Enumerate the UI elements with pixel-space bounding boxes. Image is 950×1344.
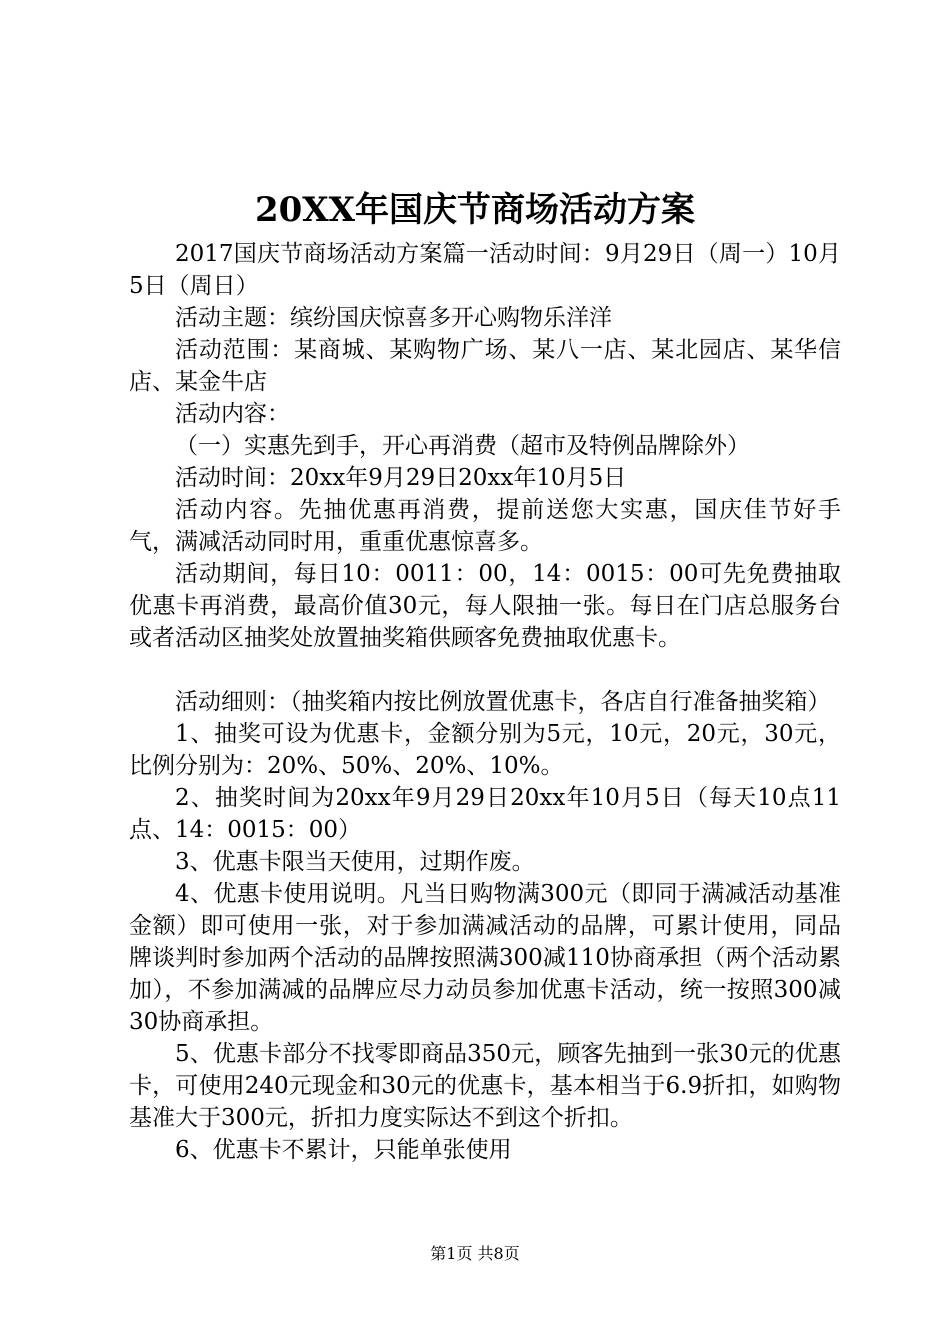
paragraph-rule-6: 6、优惠卡不累计，只能单张使用 bbox=[175, 1137, 512, 1163]
document-body bbox=[129, 238, 841, 1166]
paragraph-section-content: 活动内容。先抽优惠再消费，提前送您大实惠，国庆佳节好手气，满减活动同时用，重重优惠惊喜多。 bbox=[129, 497, 841, 555]
paragraph-activity-theme: 活动主题：缤纷国庆惊喜多开心购物乐洋洋 bbox=[175, 305, 612, 331]
paragraph-gap bbox=[129, 654, 841, 686]
page-footer: 第1页 共8页 bbox=[430, 1244, 520, 1263]
paragraph-rule-5: 5、优惠卡部分不找零即商品350元，顾客先抽到一张30元的优惠卡，可使用240元现金和30元的优惠卡，基本相当于6.9折扣，如购物基准大于300元，折扣力度实际达不到这个折扣。 bbox=[129, 1041, 841, 1131]
paragraph-activity-content-heading: 活动内容： bbox=[175, 401, 290, 427]
paragraph-rule-1: 1、抽奖可设为优惠卡，金额分别为5元，10元，20元，30元，比例分别为：20%、50%、20%、10%。 bbox=[129, 721, 841, 779]
paragraph-rules-heading: 活动细则：（抽奖箱内按比例放置优惠卡，各店自行准备抽奖箱） bbox=[175, 689, 831, 715]
paragraph-rule-4: 4、优惠卡使用说明。凡当日购物满300元（即同于满减活动基准金额）即可使用一张，对于参加满减活动的品牌，可累计使用，同品牌谈判时参加两个活动的品牌按照满300减110协商承担（两个活动累加），不参加满减的品牌应尽力动员参加优惠卡活动，统一按照300减30协商承担。 bbox=[129, 881, 841, 1035]
paragraph-section-one: （一）实惠先到手，开心再消费（超市及特例品牌除外） bbox=[175, 433, 750, 459]
paragraph-activity-time: 2017国庆节商场活动方案篇一活动时间：9月29日（周一）10月5日（周日） bbox=[129, 241, 841, 299]
paragraph-activity-scope: 活动范围：某商城、某购物广场、某八一店、某北园店、某华信店、某金牛店 bbox=[129, 337, 841, 395]
paragraph-section-time: 活动时间：20xx年9月29日20xx年10月5日 bbox=[175, 465, 627, 491]
document-title: 20XX年国庆节商场活动方案 bbox=[254, 190, 696, 230]
paragraph-rule-3: 3、优惠卡限当天使用，过期作废。 bbox=[175, 849, 535, 875]
paragraph-activity-period: 活动期间，每日10：0011：00，14：0015：00可先免费抽取优惠卡再消费，最高价值30元，每人限抽一张。每日在门店总服务台或者活动区抽奖处放置抽奖箱供顾客免费抽取优惠卡。 bbox=[129, 561, 841, 651]
paragraph-rule-2: 2、抽奖时间为20xx年9月29日20xx年10月5日（每天10点11点、14：0015：00） bbox=[129, 785, 841, 843]
